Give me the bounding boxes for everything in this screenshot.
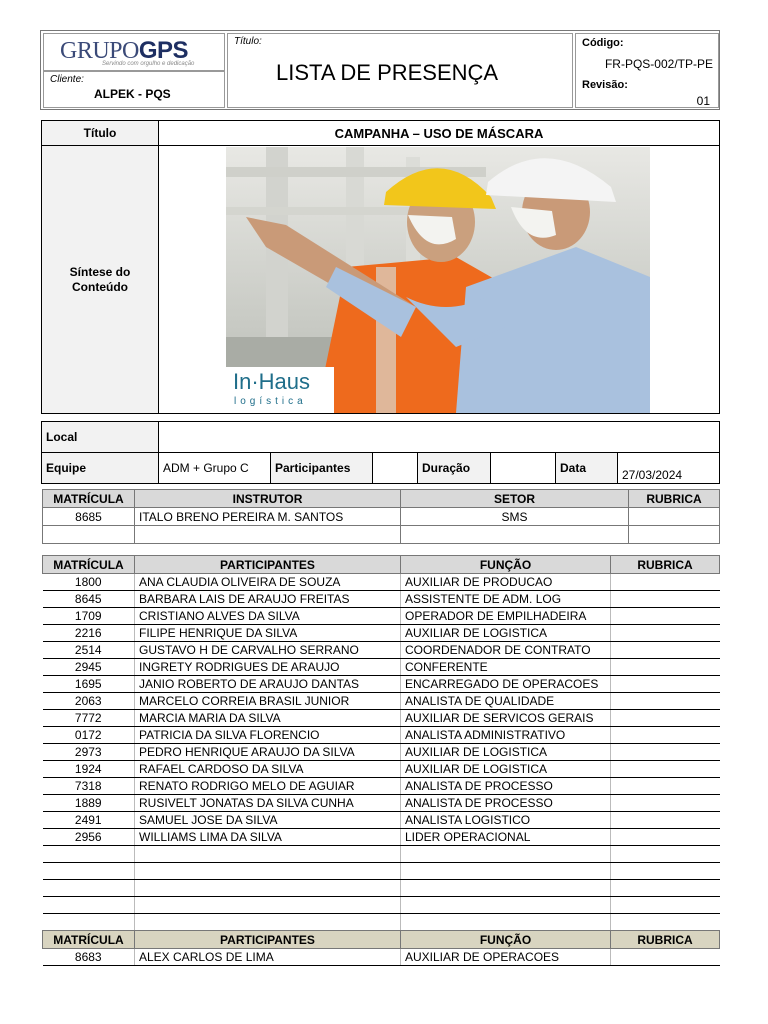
matricula-cell: 1695 — [43, 676, 135, 693]
name-cell — [135, 526, 401, 544]
revision-value: 01 — [696, 94, 710, 108]
role-cell — [401, 846, 611, 863]
name-cell — [135, 914, 401, 931]
matricula-cell: 8683 — [43, 949, 135, 966]
rubrica-cell — [611, 897, 720, 914]
code-value: FR-PQS-002/TP-PE — [604, 57, 713, 71]
name-cell: BARBARA LAIS DE ARAUJO FREITAS — [135, 591, 401, 608]
table-row — [43, 727, 720, 744]
participants-table — [42, 555, 720, 931]
table-row — [43, 710, 720, 727]
code-label: Código: — [582, 37, 624, 49]
matricula-cell: 1924 — [43, 761, 135, 778]
role-cell: COORDENADOR DE CONTRATO — [401, 642, 611, 659]
table-row — [43, 897, 720, 914]
name-cell: RAFAEL CARDOSO DA SILVA — [135, 761, 401, 778]
instructor-header-row — [43, 490, 720, 508]
name-cell: PATRICIA DA SILVA FLORENCIO — [135, 727, 401, 744]
name-cell: MARCELO CORREIA BRASIL JUNIOR — [135, 693, 401, 710]
rubrica-cell — [611, 574, 720, 591]
table-row — [43, 812, 720, 829]
table-row — [43, 949, 720, 966]
instructor-table — [42, 489, 720, 544]
matricula-cell: 7772 — [43, 710, 135, 727]
title-label: Título: — [234, 36, 262, 47]
rubrica-cell — [611, 880, 720, 897]
rubrica-cell — [611, 914, 720, 931]
col-funcao: FUNÇÃO — [401, 931, 611, 949]
logo-tagline: Servindo com orgulho e dedicação — [102, 61, 195, 67]
rubrica-cell — [629, 508, 720, 526]
rubrica-cell — [611, 778, 720, 795]
col-matricula: MATRÍCULA — [43, 556, 135, 574]
duracao-value — [491, 453, 556, 484]
rubrica-cell — [611, 659, 720, 676]
table-row — [43, 625, 720, 642]
role-cell: ASSISTENTE DE ADM. LOG — [401, 591, 611, 608]
name-cell — [135, 863, 401, 880]
table-row — [43, 795, 720, 812]
in-haus-logo: In·Haus logística — [226, 367, 334, 413]
role-cell — [401, 914, 611, 931]
table-row — [43, 744, 720, 761]
matricula-cell: 2514 — [43, 642, 135, 659]
matricula-cell: 8685 — [43, 508, 135, 526]
document-header — [40, 30, 720, 110]
role-cell: AUXILIAR DE LOGISTICA — [401, 625, 611, 642]
client-cell — [43, 71, 225, 108]
rubrica-cell — [611, 949, 720, 966]
name-cell — [135, 880, 401, 897]
role-cell — [401, 897, 611, 914]
name-cell: SAMUEL JOSE DA SILVA — [135, 812, 401, 829]
rubrica-cell — [611, 812, 720, 829]
name-cell: PEDRO HENRIQUE ARAUJO DA SILVA — [135, 744, 401, 761]
table-row — [43, 526, 720, 544]
table-row — [43, 914, 720, 931]
local-value — [159, 422, 720, 453]
rubrica-cell — [629, 526, 720, 544]
titulo-label: Título — [42, 121, 159, 146]
matricula-cell: 8645 — [43, 591, 135, 608]
role-cell: CONFERENTE — [401, 659, 611, 676]
matricula-cell — [43, 880, 135, 897]
equipe-label: Equipe — [42, 453, 159, 484]
name-cell: JANIO ROBERTO DE ARAUJO DANTAS — [135, 676, 401, 693]
matricula-cell — [43, 897, 135, 914]
matricula-cell: 2063 — [43, 693, 135, 710]
participants-header-row — [43, 556, 720, 574]
rubrica-cell — [611, 693, 720, 710]
col-rubrica: RUBRICA — [611, 556, 720, 574]
table-row — [43, 778, 720, 795]
name-cell: CRISTIANO ALVES DA SILVA — [135, 608, 401, 625]
code-cell — [575, 33, 719, 108]
matricula-cell — [43, 863, 135, 880]
client-label: Cliente: — [50, 74, 84, 85]
role-cell: ANALISTA LOGISTICO — [401, 812, 611, 829]
table-row — [43, 508, 720, 526]
table-row — [43, 642, 720, 659]
participantes-label: Participantes — [271, 453, 373, 484]
name-cell: FILIPE HENRIQUE DA SILVA — [135, 625, 401, 642]
participants-2-header-row — [43, 931, 720, 949]
table-row — [43, 863, 720, 880]
table-row — [43, 880, 720, 897]
matricula-cell — [43, 526, 135, 544]
titulo-value: CAMPANHA – USO DE MÁSCARA — [159, 121, 720, 146]
name-cell: ITALO BRENO PEREIRA M. SANTOS — [135, 508, 401, 526]
role-cell: AUXILIAR DE OPERACOES — [401, 949, 611, 966]
col-participantes: PARTICIPANTES — [135, 556, 401, 574]
rubrica-cell — [611, 727, 720, 744]
grupo-gps-logo: GRUPOGPS — [60, 37, 189, 64]
col-participantes: PARTICIPANTES — [135, 931, 401, 949]
table-row — [43, 659, 720, 676]
rubrica-cell — [611, 625, 720, 642]
role-cell: AUXILIAR DE PRODUCAO — [401, 574, 611, 591]
name-cell: ANA CLAUDIA OLIVEIRA DE SOUZA — [135, 574, 401, 591]
role-cell: ANALISTA ADMINISTRATIVO — [401, 727, 611, 744]
equipe-value: ADM + Grupo C — [159, 453, 271, 484]
table-row — [43, 829, 720, 846]
role-cell: SMS — [401, 508, 629, 526]
rubrica-cell — [611, 642, 720, 659]
local-equipe-table — [41, 421, 720, 484]
rubrica-cell — [611, 795, 720, 812]
matricula-cell: 2956 — [43, 829, 135, 846]
rubrica-cell — [611, 676, 720, 693]
document-title: LISTA DE PRESENÇA — [276, 60, 499, 85]
revision-label: Revisão: — [582, 79, 628, 91]
table-row — [43, 846, 720, 863]
matricula-cell: 7318 — [43, 778, 135, 795]
name-cell: WILLIAMS LIMA DA SILVA — [135, 829, 401, 846]
table-row — [43, 693, 720, 710]
table-row — [43, 574, 720, 591]
rubrica-cell — [611, 744, 720, 761]
col-funcao: FUNÇÃO — [401, 556, 611, 574]
col-matricula: MATRÍCULA — [43, 490, 135, 508]
campaign-photo — [226, 147, 650, 413]
col-setor: SETOR — [401, 490, 629, 508]
rubrica-cell — [611, 846, 720, 863]
role-cell: ANALISTA DE PROCESSO — [401, 778, 611, 795]
role-cell: AUXILIAR DE LOGISTICA — [401, 744, 611, 761]
matricula-cell: 2945 — [43, 659, 135, 676]
client-value: ALPEK - PQS — [94, 87, 171, 101]
rubrica-cell — [611, 710, 720, 727]
table-row — [43, 608, 720, 625]
name-cell: GUSTAVO H DE CARVALHO SERRANO — [135, 642, 401, 659]
rubrica-cell — [611, 829, 720, 846]
role-cell: OPERADOR DE EMPILHADEIRA — [401, 608, 611, 625]
role-cell: ANALISTA DE PROCESSO — [401, 795, 611, 812]
matricula-cell: 1709 — [43, 608, 135, 625]
matricula-cell: 1800 — [43, 574, 135, 591]
matricula-cell: 2973 — [43, 744, 135, 761]
role-cell: ENCARREGADO DE OPERACOES — [401, 676, 611, 693]
matricula-cell — [43, 914, 135, 931]
name-cell: INGRETY RODRIGUES DE ARAUJO — [135, 659, 401, 676]
rubrica-cell — [611, 863, 720, 880]
role-cell — [401, 880, 611, 897]
col-rubrica: RUBRICA — [629, 490, 720, 508]
data-label: Data — [556, 453, 618, 484]
duracao-label: Duração — [418, 453, 491, 484]
participants-table-2 — [42, 930, 720, 966]
role-cell — [401, 863, 611, 880]
matricula-cell — [43, 846, 135, 863]
rubrica-cell — [611, 761, 720, 778]
role-cell — [401, 526, 629, 544]
table-row — [43, 761, 720, 778]
col-rubrica: RUBRICA — [611, 931, 720, 949]
sintese-label: Síntese do Conteúdo — [42, 146, 159, 414]
matricula-cell: 1889 — [43, 795, 135, 812]
logo-cell — [43, 33, 225, 71]
matricula-cell: 0172 — [43, 727, 135, 744]
name-cell: MARCIA MARIA DA SILVA — [135, 710, 401, 727]
name-cell — [135, 846, 401, 863]
rubrica-cell — [611, 591, 720, 608]
matricula-cell: 2216 — [43, 625, 135, 642]
role-cell: AUXILIAR DE LOGISTICA — [401, 761, 611, 778]
participantes-value — [373, 453, 418, 484]
name-cell: RENATO RODRIGO MELO DE AGUIAR — [135, 778, 401, 795]
data-value: 27/03/2024 — [618, 453, 720, 484]
col-instrutor: INSTRUTOR — [135, 490, 401, 508]
role-cell: LIDER OPERACIONAL — [401, 829, 611, 846]
name-cell: ALEX CARLOS DE LIMA — [135, 949, 401, 966]
table-row — [43, 591, 720, 608]
role-cell: ANALISTA DE QUALIDADE — [401, 693, 611, 710]
col-matricula: MATRÍCULA — [43, 931, 135, 949]
role-cell: AUXILIAR DE SERVICOS GERAIS — [401, 710, 611, 727]
name-cell — [135, 897, 401, 914]
table-row — [43, 676, 720, 693]
title-cell — [227, 33, 573, 108]
name-cell: RUSIVELT JONATAS DA SILVA CUNHA — [135, 795, 401, 812]
rubrica-cell — [611, 608, 720, 625]
matricula-cell: 2491 — [43, 812, 135, 829]
local-label: Local — [42, 422, 159, 453]
